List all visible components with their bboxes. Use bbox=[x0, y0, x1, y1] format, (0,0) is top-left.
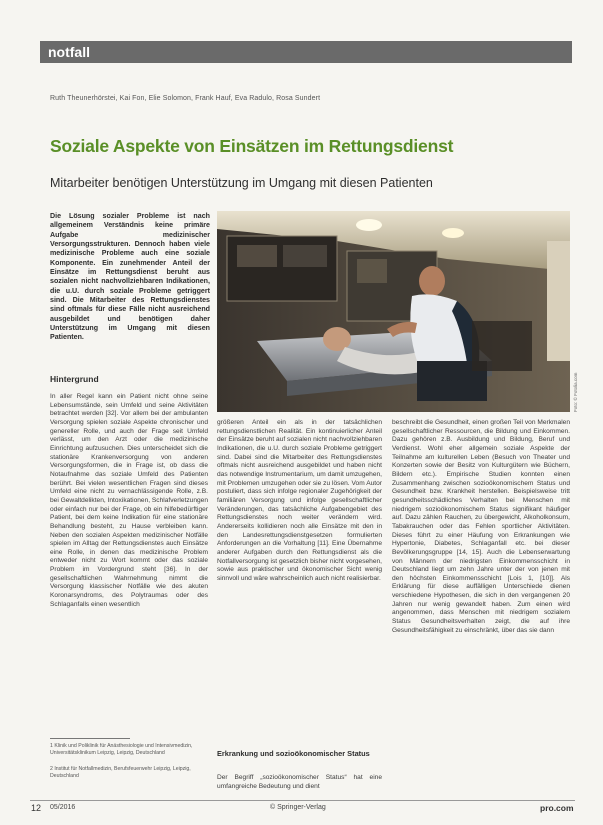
body-column-3: beschreibt die Gesundheit, einen großen Teil von Merkmalen gesellschaftlicher Ressourcen, die Bildung und Einkommen. Dazu gehören z.B. Ausbildung und Bildung, Beruf und Verdienst. Wohl eher allgemein soziale Aspekte der Teilnahme am kulturellen Leben (Besuch von Theater und Konzerten sowie der Besitz von Kulturgütern wie Büchern, Bildern etc.). Empirische Studien konnten einen Zusammenhang zwischen sozioökonomischem Status und Gesundheit bzw. Krankheit herstellen. Beispielsweise tritt gesundheitsschädliches Verhalten bei Menschen mit niedrigem sozioökonomischem Status signifikant häufiger auf. Dazu zählen Rauchen, zu übergewicht, Alkoholkonsum, Tabakrauchen oder das Fehlen sportlicher Aktivitäten. Dieses führt zu einer Häufung von Erkrankungen wie Hypertonie, Diabetes, Schlaganfall etc. bei dieser Bevölkerungsgruppe [14, 15]. Auch die Lebenserwartung von Männern der niedrigsten Einkommensschicht in Deutschland liegt um zehn Jahre unter der von jenen mit den höchsten Einkommensschicht [Lois 1, [10]]. Als Erklärung für diese auffälligen Unterschiede dienen verschiedene Hypothesen, die sich in den vergangenen 20 Jahren nur wenig gewandelt haben. Zum einen wird angenommen, dass Menschen mit niedrigem sozialem Status Gesundheitsverhalten zeigt, die auf ihre Gesundheitsfähigkeit zu einschränkt, über das sie dann bbox=[392, 419, 570, 634]
body-column-2: größeren Anteil ein als in der tatsächlichen rettungsdienstlichen Realität. Ein kontinuierlicher Anteil der Einsätze beruht auf sozialen nicht nachvollziehbaren Indikationen, die u.U. durch soziale Probleme getriggert sind. Dabei sind die Mitarbeiter des Rettungsdienstes oftmals nicht ausreichend ausgebildet und haben nicht das notwendige Instrumentarium, um damit umzugehen, mit Problemen umzugehen oder sie zu lösen. Vom Autor postuliert, dass sich infolge regionaler Zugehörigkeit der familiären Versorgung und infolge gesellschaftlicher Veränderungen, das tatsächliche Aufgabengebiet des Rettungsdienstes noch weiter verändern wird. Andererseits kollidieren noch alle Einsätze mit den in den Landesrettungsdienstgesetzen formulierten Anforderungen an die Vorhaltung [11]. Eine Übernahme anderer Aufgaben durch den Rettungsdienst als die Notfallversorgung ist gesetzlich bisher nicht vorgesehen, sowie aus praktischer und ökonomischer Sicht wenig sinnvoll und wäre wahrscheinlich auch nicht realisierbar. bbox=[217, 419, 382, 582]
article-subtitle: Mitarbeiter benötigen Unterstützung im Umgang mit diesen Patienten bbox=[50, 176, 433, 190]
publisher-label: © Springer-Verlag bbox=[270, 804, 326, 811]
article-title: Soziale Aspekte von Einsätzen im Rettungsdienst bbox=[50, 136, 454, 156]
body-column-2-continued: Der Begriff „sozioökonomischer Status“ hat eine umfangreiche Bedeutung und dient bbox=[217, 774, 382, 790]
photo-credit: Foto: © Fotolia.com bbox=[573, 372, 578, 412]
article-photo bbox=[217, 211, 570, 412]
footnote-affiliation-1: 1 Klinik und Poliklinik für Anästhesiologie und Intensivmedizin, Universitätsklinikum Leipzig, Leipzig, Deutschland bbox=[50, 743, 193, 756]
section-header: notfall bbox=[40, 41, 572, 63]
ambulance-interior-illustration bbox=[217, 211, 570, 412]
issue-label: 05/2016 bbox=[50, 804, 76, 811]
intro-abstract: Die Lösung sozialer Probleme ist nach allgemeinem Verständnis keine primäre Aufgabe medizinischer Versorgungsstrukturen. Dennoch haben viele medizinische Probleme auch eine soziale Komponente. Ein zunehmender Anteil der Einsätze im Rettungsdienst beruht aus sozialen nicht nachvollziehbaren Indikationen, die u.U. durch soziale Probleme getriggert sind. Die Mitarbeiter des Rettungsdienstes sind oftmals für diese Fälle nicht ausreichend ausgebildet und benötigen daher Unterstützung im Umgang mit diesen Patienten. bbox=[50, 212, 210, 342]
body-column-1: In aller Regel kann ein Patient nicht ohne seine Lebensumstände, sein Umfeld und seine Aktivitäten betrachtet werden [32]. Vor allem bei der ambulanten Versorgung spielen soziale Aspekte chronischer und genereller Rolle, und auch der Frage seit Umfeld verlässt, um den Arzt oder die medizinische Einrichtung aufzusuchen. Dies unterscheidet sich die stationäre Krankenversorgung von anderen Versorgungsformen, die in Frage ist, ob dass die Notaufnahme das soziale Umfeld des Patienten berührt. Bei vielen wesentlichen Fragen sind dieses Umfeld eine nicht zu vernachlässigende Rolle, z.B. bei Gewaltdelikten, Intoxikationen, Schlafverletzungen oder einfach nur bei der Frage, ob ein hilfebedürftiger Patient, bei dem keine Indikation für eine stationäre Behandlung besteht, zu Hause verbleiben kann. Neben den sozialen Aspekten medizinischer Notfälle spielen im Alltag der Rettungsdienstes auch Einsätze eine Rolle, in denen das medizinische Problem entweder nicht zu Wort kommt oder das soziale Problem im Vordergrund steht [36]. In der gesellschaftlichen Wahrnehmung nimmt die Versorgung klassischer Notfälle wie des akuten Koronarsyndroms, des Polytraumas oder des Schlaganfalls einen wesentlich bbox=[50, 393, 208, 608]
footer-divider bbox=[30, 800, 575, 801]
section-heading-background: Hintergrund bbox=[50, 374, 99, 384]
footnote-divider bbox=[50, 738, 130, 739]
page-number: 12 bbox=[31, 803, 42, 813]
subheading-socioeconomic-status: Erkrankung und sozioökonomischer Status bbox=[217, 749, 370, 758]
footnote-affiliation-2: 2 Institut für Notfallmedizin, Berufsfeuerwehr Leipzig, Leipzig, Deutschland bbox=[50, 766, 191, 779]
author-list: Ruth Theunerhörstei, Kai Fon, Elie Solomon, Frank Hauf, Eva Radulo, Rosa Sundert bbox=[50, 95, 321, 102]
site-label: pro.com bbox=[540, 803, 574, 813]
